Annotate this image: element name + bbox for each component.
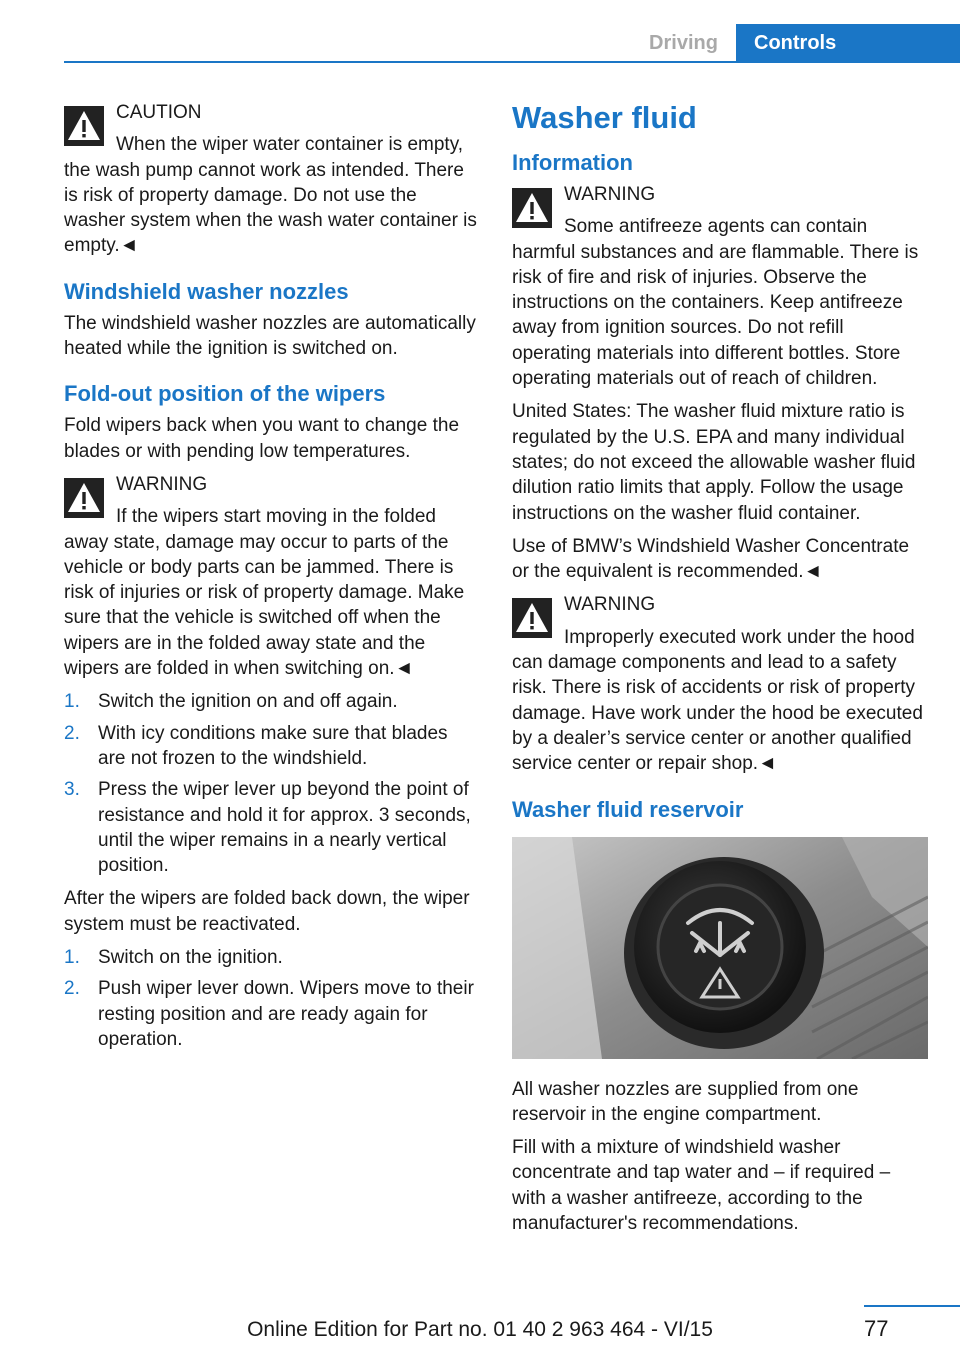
step-number: 2. [64,722,80,744]
warning-title: WARNING [116,473,208,495]
warning-triangle-icon [64,478,104,518]
warning-triangle-icon [512,188,552,228]
foldout-text: Fold wipers back when you want to change the blades or with pending low temperatures. [64,415,460,462]
bmw-concentrate-text: Use of BMW’s Windshield Washer Concentrate or the equivalent is recommended.◄ [512,535,910,583]
hood-warning-callout [512,592,928,776]
warning-callout [64,472,480,681]
list-item [64,976,480,1052]
fill-instructions-text: Fill with a mixture of windshield washer concentrate and tap water and – if required – with a washer antifreeze, according to the manufacturer's recommendations. [512,1137,891,1235]
nozzles-supply-text: All washer nozzles are supplied from one reservoir in the engine compartment. [512,1078,859,1125]
list-item [64,689,480,714]
antifreeze-warning-callout [512,182,928,391]
step-number: 2. [64,978,80,1000]
reactivate-text: After the wipers are folded back down, the wiper system must be reactivated. [64,888,470,935]
warning-body: If the wipers start moving in the folded away state, damage may occur to parts of the vehicle or body parts can be jammed. There is risk of injuries or risk of property damage. Make sure that the vehicle is switched off when the wipers are in the folded away state and the wipers are folded in when switching on.◄ [64,506,465,680]
step-number: 1. [64,947,80,969]
foldout-heading: Fold-out position of the wipers [64,381,386,407]
nozzles-text: The windshield washer nozzles are automatically heated while the ignition is switched on. [64,312,476,360]
step-text: Switch the ignition on and off again. [98,691,398,713]
page-number: 77 [864,1316,889,1341]
tab-controls: Controls [736,24,960,62]
foldout-steps [64,689,480,878]
caution-title: CAUTION [116,102,202,123]
left-column [64,100,480,1060]
footer-rule [864,1305,960,1307]
step-text: Push wiper lever down. Wipers move to their resting position and are ready again for operation. [98,978,474,1050]
us-regulation-text: United States: The washer fluid mixture ratio is regulated by the U.S. EPA and many individual states; do not exceed the allowable washer fluid dilution ratio limits that apply. Follow the usage instructions on the washer fluid container. [512,401,916,524]
warning-title: WARNING [564,594,656,616]
step-text: Press the wiper lever up beyond the point of resistance and hold it for approx. 3 seconds, until the wiper remains in a nearly vertical position. [98,779,471,877]
nozzles-heading: Windshield washer nozzles [64,278,349,304]
step-number: 3. [64,779,80,801]
step-number: 1. [64,691,80,713]
reservoir-heading: Washer fluid reservoir [512,796,744,822]
list-item [64,945,480,970]
section-title: Washer fluid [512,100,697,135]
list-item [64,721,480,772]
header-rule [64,61,960,63]
warning-body: Improperly executed work under the hood can damage components and lead to a safety risk. There is risk of accidents or risk of property damage. Have work under the hood be executed by a dealer’s service center or another qualified service center or repair shop.◄ [512,626,923,775]
washer-reservoir-photo [512,837,928,1059]
warning-triangle-icon [512,598,552,638]
caution-body: When the wiper water container is empty, the wash pump cannot work as intended. There is risk of property damage. Do not use the washer system when the wash water container is empty.◄ [64,134,477,257]
step-text: With icy conditions make sure that blades are not frozen to the windshield. [98,722,448,769]
step-text: Switch on the ignition. [98,947,283,969]
tab-driving: Driving [632,24,735,62]
caution-callout [64,100,480,259]
right-column [512,100,928,1244]
list-item [64,777,480,878]
reactivate-steps [64,945,480,1052]
warning-triangle-icon [64,106,104,146]
footer-edition: Online Edition for Part no. 01 40 2 963 464 - VI/15 [247,1318,713,1341]
warning-body: Some antifreeze agents can contain harmful substances and are flammable. There is risk of fire and risk of injuries. Observe the instructions on the containers. Keep antifreeze away from ignition sources. Do not refill operating materials into different bottles. Store operating materials out of reach of children. [512,216,919,390]
information-heading: Information [512,150,633,175]
warning-title: WARNING [564,184,656,205]
